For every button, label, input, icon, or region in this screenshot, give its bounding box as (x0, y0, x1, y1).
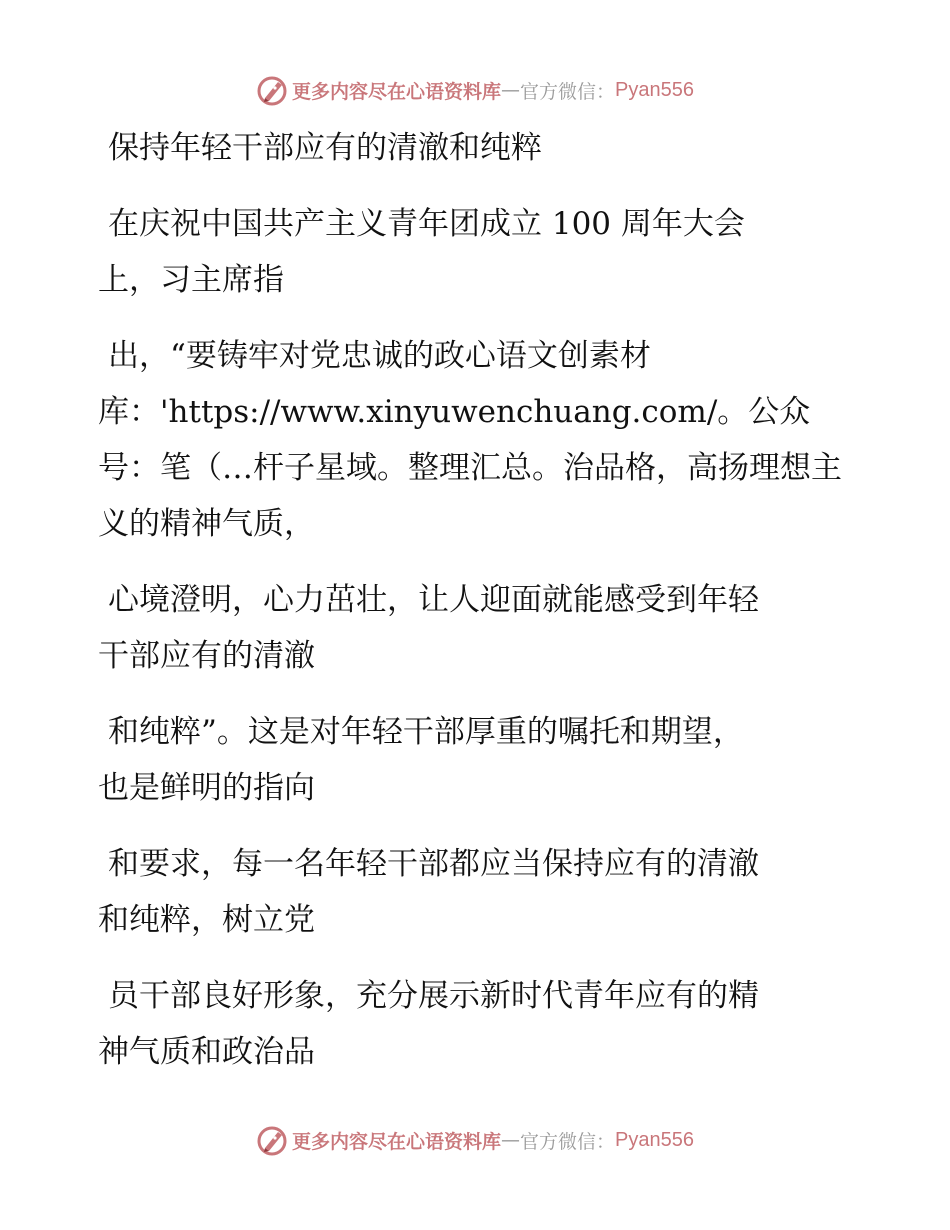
document-body (98, 120, 858, 1100)
watermark-site-name: 更多内容尽在心语资料库 (292, 80, 502, 103)
watermark-dash: — (501, 79, 521, 101)
paragraph (98, 704, 858, 816)
paragraph-continuation: 和纯粹，树立党 (98, 902, 315, 938)
paragraph-continuation: 神气质和政治品 (98, 1034, 315, 1070)
paragraph-continuation: 也是鲜明的指向 (98, 770, 315, 806)
paragraph (98, 836, 858, 948)
pen-nib-circle-icon (256, 74, 288, 106)
title-text: 保持年轻干部应有的清澈和纯粹 (108, 130, 542, 166)
watermark-wechat-label: 官方微信： (520, 80, 616, 103)
paragraph (98, 196, 858, 308)
watermark-wechat-id: Pyan556 (615, 1128, 694, 1151)
paragraph-first-line: 和纯粹”。这是对年轻干部厚重的嘱托和期望， (108, 714, 744, 750)
paragraph (98, 328, 858, 552)
paragraph-first-line: 和要求，每一名年轻干部都应当保持应有的清澈 (108, 846, 759, 882)
paragraph-first-line: 在庆祝中国共产主义青年团成立 100 周年大会 (108, 206, 745, 242)
paragraph-first-line: 员干部良好形象，充分展示新时代青年应有的精 (108, 978, 759, 1014)
watermark-wechat-id: Pyan556 (615, 78, 694, 101)
paragraph (98, 572, 858, 684)
paragraph-continuation: 上，习主席指 (98, 262, 284, 298)
document-title (98, 120, 858, 176)
watermark-dash: — (501, 1129, 521, 1151)
paragraph-first-line: 心境澄明，心力茁壮，让人迎面就能感受到年轻 (108, 582, 759, 618)
watermark-site-name: 更多内容尽在心语资料库 (292, 1130, 502, 1153)
paragraph-continuation: 干部应有的清澈 (98, 638, 315, 674)
pen-nib-circle-icon (256, 1124, 288, 1156)
footer-watermark (0, 1120, 950, 1160)
paragraph-first-line: 出，“要铸牢对党忠诚的政心语文创素材 (108, 338, 651, 374)
watermark-wechat-label: 官方微信： (520, 1130, 616, 1153)
paragraph-continuation: 库：'https://www.xinyuwenchuang.com/。公众号：笔（…杆子星域。整理汇总。治品格，高扬理想主义的精神气质， (98, 394, 842, 542)
header-watermark (0, 70, 950, 110)
paragraph (98, 968, 858, 1080)
